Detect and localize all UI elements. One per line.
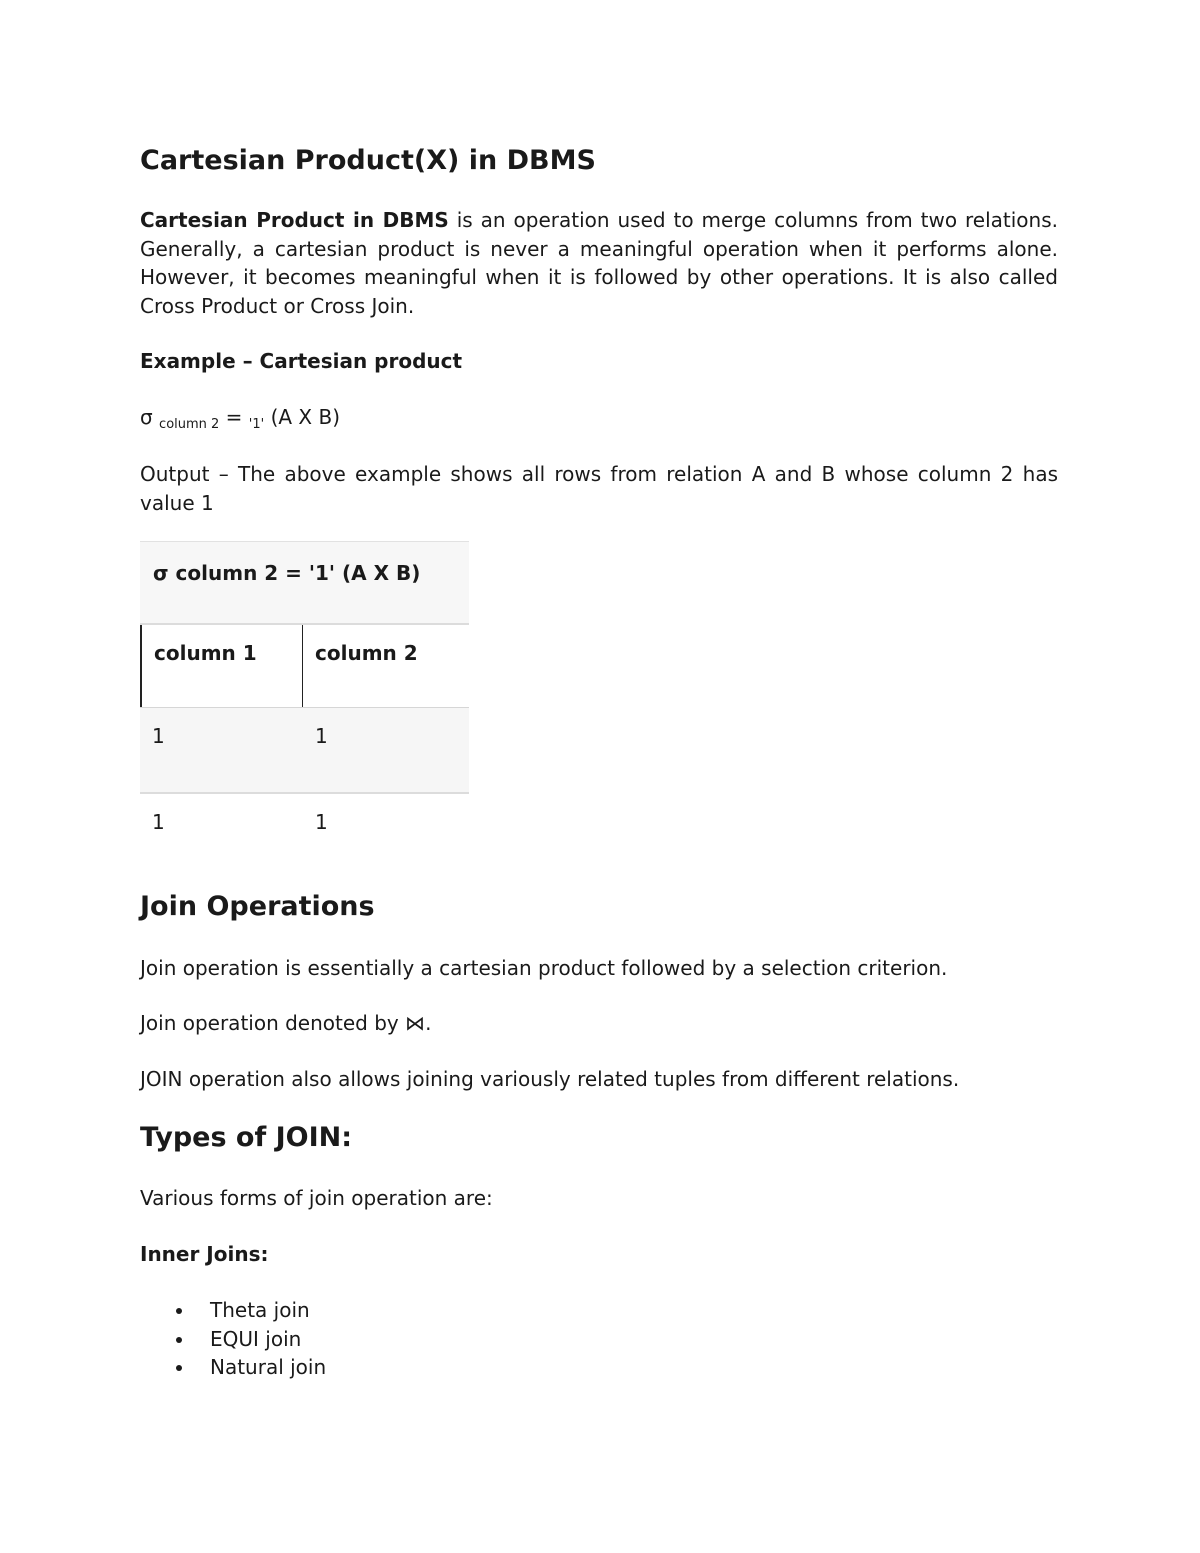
table-row (140, 794, 469, 877)
inner-joins-list (140, 1296, 326, 1382)
intro-bold-term: Cartesian Product in DBMS (140, 208, 449, 232)
table-header-column-2: column 2 (315, 641, 418, 665)
table-cell: 1 (315, 724, 328, 748)
list-item-label: EQUI join (210, 1326, 302, 1351)
join-paragraph-2: Join operation denoted by ⋈. (140, 1011, 432, 1035)
formula-equals: = (219, 405, 249, 429)
join-paragraph-1: Join operation is essentially a cartesian product followed by a selection criterion. (140, 956, 948, 980)
page-title: Cartesian Product(X) in DBMS (140, 145, 596, 176)
join-operations-heading: Join Operations (140, 891, 375, 922)
table-header-column-1: column 1 (140, 625, 303, 707)
formula-value: '1' (248, 417, 265, 432)
table-cell: 1 (152, 810, 165, 834)
table-cell: 1 (315, 810, 328, 834)
intro-text: is an operation used to merge columns from two relations. Generally, a cartesian product is never a meaningful operation when it performs alone. However, it becomes meaningful when it is followed by other operations. It is also called Cross Product or Cross Join. (140, 208, 1058, 318)
list-item-label: Natural join (210, 1355, 327, 1379)
types-intro-paragraph: Various forms of join operation are: (140, 1186, 493, 1210)
list-item (140, 1325, 326, 1354)
output-paragraph: Output – The above example shows all rows from relation A and B whose column 2 has value 1 (140, 462, 1058, 515)
list-item-label: Theta join (210, 1298, 310, 1322)
inner-joins-label: Inner Joins: (140, 1242, 269, 1266)
list-item (140, 1353, 326, 1382)
example-label: Example – Cartesian product (140, 349, 463, 373)
join-paragraph-3: JOIN operation also allows joining variously related tuples from different relations. (140, 1067, 960, 1091)
table-caption: σ column 2 = '1' (A X B) (140, 541, 469, 625)
formula-subscript: column 2 (159, 417, 220, 432)
bullet-icon (176, 1337, 182, 1343)
bullet-icon (176, 1308, 182, 1314)
formula-rest: (A X B) (264, 405, 340, 429)
formula-sigma: σ (140, 405, 153, 429)
bullet-icon (176, 1365, 182, 1371)
result-table (140, 541, 469, 877)
table-row (140, 708, 469, 794)
intro-paragraph (140, 206, 1058, 320)
formula (140, 403, 340, 439)
table-header-row (140, 625, 469, 708)
types-of-join-heading: Types of JOIN: (140, 1122, 353, 1153)
table-cell: 1 (152, 724, 165, 748)
list-item (140, 1296, 326, 1325)
